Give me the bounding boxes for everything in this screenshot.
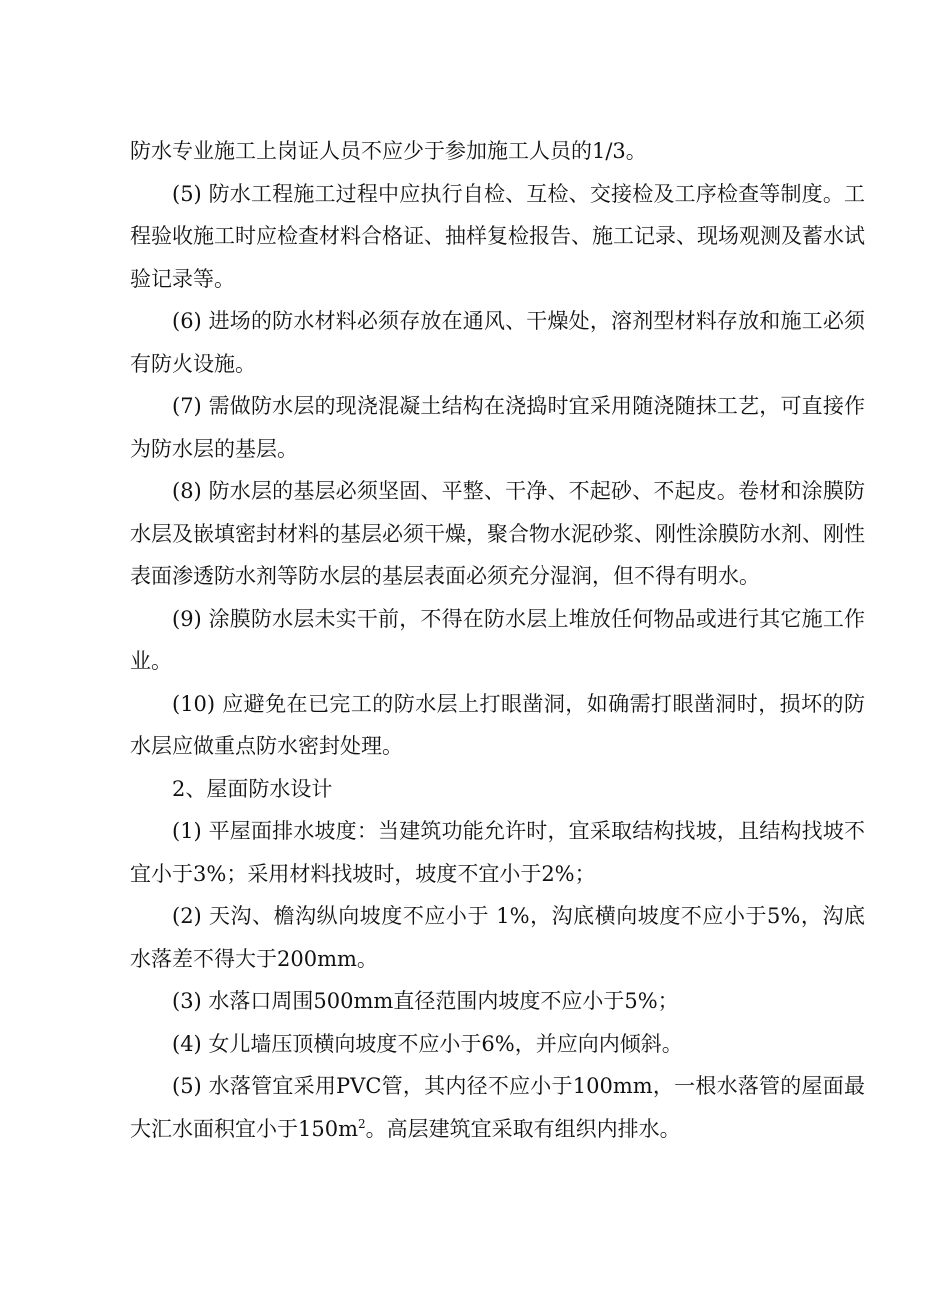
paragraph-item-6: (6) 进场的防水材料必须存放在通风、干燥处，溶剂型材料存放和施工必须有防火设施。 [130, 309, 865, 376]
document-body [130, 130, 865, 1150]
superscript-square: 2 [358, 1116, 366, 1131]
paragraph-continuation: 防水专业施工上岗证人员不应少于参加施工人员的1/3。 [130, 139, 647, 163]
paragraph-roof-item-3: (3) 水落口周围500mm直径范围内坡度不应小于5%； [172, 989, 679, 1013]
paragraph-roof-item-4: (4) 女儿墙压顶横向坡度不应小于6%，并应向内倾斜。 [172, 1031, 683, 1056]
paragraph-roof-item-1: (1) 平屋面排水坡度：当建筑功能允许时，宜采取结构找坡，且结构找坡不宜小于3%；采用材料找坡时，坡度不宜小于2%； [130, 819, 865, 886]
paragraph-item-9: (9) 涂膜防水层未实干前，不得在防水层上堆放任何物品或进行其它施工作业。 [130, 606, 865, 673]
paragraph-roof-item-2: (2) 天沟、檐沟纵向坡度不应小于 1%，沟底横向坡度不应小于5%，沟底水落差不得大于200mm。 [130, 904, 865, 971]
paragraph-roof-item-5 [130, 1065, 865, 1150]
paragraph-item-7: (7) 需做防水层的现浇混凝土结构在浇捣时宜采用随浇随抹工艺，可直接作为防水层的基层。 [130, 394, 865, 461]
section-heading-roof-waterproofing: 2、屋面防水设计 [172, 776, 333, 801]
paragraph-item-5: (5) 防水工程施工过程中应执行自检、互检、交接检及工序检查等制度。工程验收施工时应检查材料合格证、抽样复检报告、施工记录、现场观测及蓄水试验记录等。 [130, 181, 865, 291]
paragraph-item-8: (8) 防水层的基层必须坚固、平整、干净、不起砂、不起皮。卷材和涂膜防水层及嵌填密封材料的基层必须干燥，聚合物水泥砂浆、刚性涂膜防水剂、刚性表面渗透防水剂等防水层的基层表面必须充分湿润，但不得有明水。 [130, 479, 865, 588]
paragraph-roof-item-5-tail: 。高层建筑宜采取有组织内排水。 [365, 1116, 681, 1141]
paragraph-roof-item-5-text: (5) 水落管宜采用PVC管，其内径不应小于100mm，一根水落管的屋面最大汇水面积宜小于150m [130, 1074, 865, 1141]
paragraph-item-10: (10) 应避免在已完工的防水层上打眼凿洞，如确需打眼凿洞时，损坏的防水层应做重点防水密封处理。 [130, 691, 865, 758]
